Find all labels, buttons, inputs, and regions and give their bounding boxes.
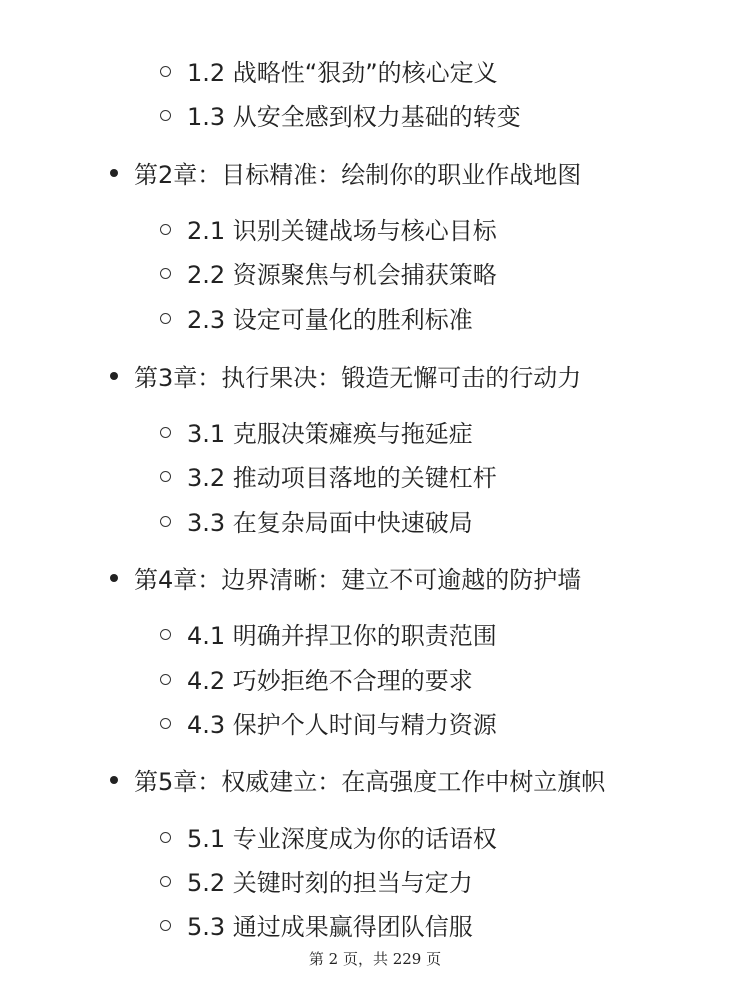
filled-bullet-icon	[110, 574, 118, 582]
outline-subitem	[160, 208, 497, 248]
outline-subitem-label: 1.3 从安全感到权力基础的转变	[187, 102, 521, 131]
outline-subitem-label: 4.2 巧妙拒绝不合理的要求	[187, 666, 473, 695]
outline-subitem	[160, 500, 473, 540]
hollow-bullet-icon	[160, 427, 171, 438]
outline-subitem-label: 4.1 明确并捍卫你的职责范围	[187, 621, 497, 650]
outline-subitem	[160, 860, 473, 900]
hollow-bullet-icon	[160, 718, 171, 729]
outline-subitem	[160, 94, 521, 134]
outline-subitem-label: 3.1 克服决策瘫痪与拖延症	[187, 419, 473, 448]
outline-subitem-label: 5.3 通过成果赢得团队信服	[187, 912, 473, 941]
outline-chapter-label: 第5章：权威建立：在高强度工作中树立旗帜	[134, 767, 606, 796]
outline-subitem-label: 4.3 保护个人时间与精力资源	[187, 710, 497, 739]
outline-chapter-label: 第3章：执行果决：锻造无懈可击的行动力	[134, 363, 582, 392]
outline-subitem	[160, 658, 473, 698]
outline-subitem-label: 3.3 在复杂局面中快速破局	[187, 508, 473, 537]
outline-subitem	[160, 904, 473, 944]
hollow-bullet-icon	[160, 268, 171, 279]
filled-bullet-icon	[110, 776, 118, 784]
hollow-bullet-icon	[160, 516, 171, 527]
outline-subitem-label: 1.2 战略性“狠劲”的核心定义	[187, 58, 498, 87]
hollow-bullet-icon	[160, 313, 171, 324]
outline-subitem-label: 2.2 资源聚焦与机会捕获策略	[187, 260, 497, 289]
outline-subitem-label: 5.2 关键时刻的担当与定力	[187, 868, 473, 897]
outline-chapter-label: 第2章：目标精准：绘制你的职业作战地图	[134, 160, 582, 189]
hollow-bullet-icon	[160, 876, 171, 887]
outline-subitem-label: 3.2 推动项目落地的关键杠杆	[187, 463, 497, 492]
outline-subitem	[160, 613, 497, 653]
outline-subitem	[160, 50, 498, 90]
outline-chapter	[110, 557, 581, 597]
outline-subitem-label: 2.1 识别关键战场与核心目标	[187, 216, 497, 245]
outline-chapter	[110, 152, 581, 192]
filled-bullet-icon	[110, 169, 118, 177]
hollow-bullet-icon	[160, 110, 171, 121]
hollow-bullet-icon	[160, 674, 171, 685]
hollow-bullet-icon	[160, 66, 171, 77]
outline-subitem	[160, 411, 473, 451]
outline-subitem-label: 5.1 专业深度成为你的话语权	[187, 824, 497, 853]
hollow-bullet-icon	[160, 224, 171, 235]
filled-bullet-icon	[110, 372, 118, 380]
outline-chapter	[110, 759, 605, 799]
hollow-bullet-icon	[160, 920, 171, 931]
hollow-bullet-icon	[160, 471, 171, 482]
outline-chapter-label: 第4章：边界清晰：建立不可逾越的防护墙	[134, 565, 582, 594]
outline-subitem	[160, 297, 473, 337]
outline-subitem-label: 2.3 设定可量化的胜利标准	[187, 305, 473, 334]
outline-subitem	[160, 455, 497, 495]
page-number-footer: 第 2 页，共 229 页	[308, 950, 442, 968]
outline-subitem	[160, 702, 497, 742]
outline-chapter	[110, 355, 581, 395]
hollow-bullet-icon	[160, 629, 171, 640]
outline-subitem	[160, 816, 497, 856]
outline-subitem	[160, 252, 497, 292]
hollow-bullet-icon	[160, 832, 171, 843]
